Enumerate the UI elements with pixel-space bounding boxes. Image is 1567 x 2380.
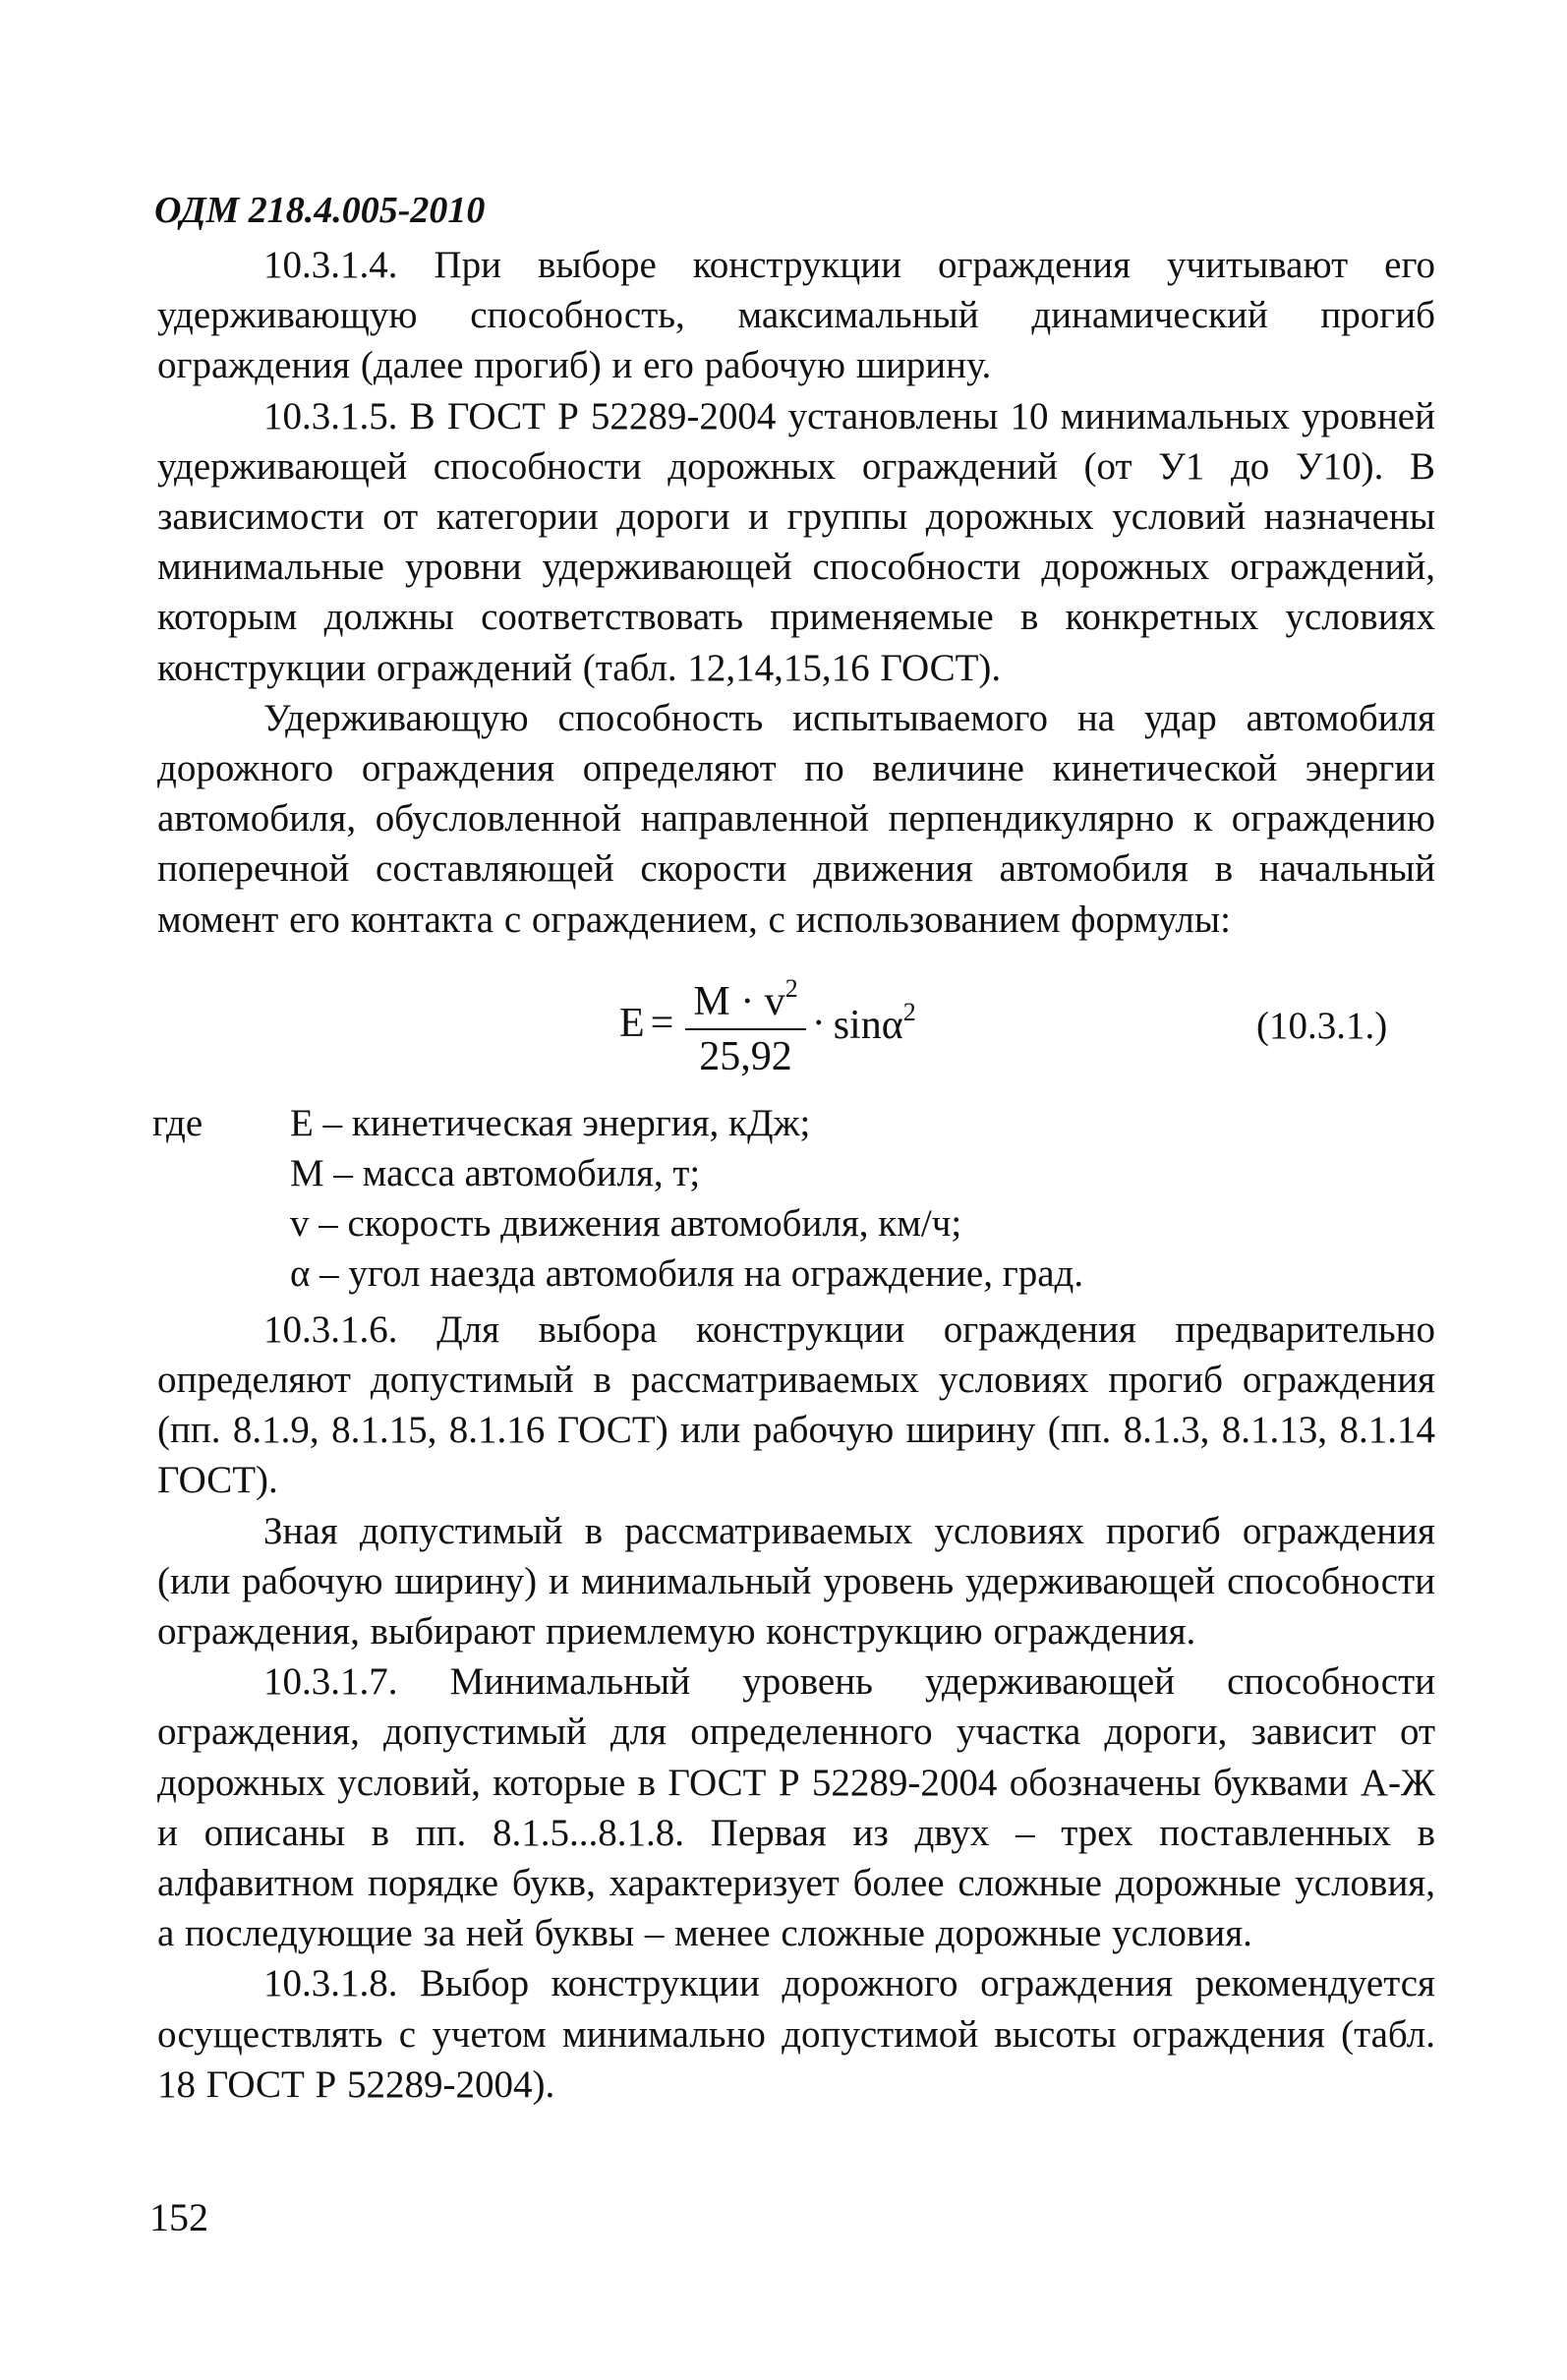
definition-item: M – масса автомобиля, т;	[290, 1151, 701, 1194]
formula-fraction	[685, 964, 805, 1081]
paragraph-10-3-1-5: 10.3.1.5. В ГОСТ Р 52289-2004 установлены 10 минимальных уровней удерживающей способности дорожных ограждений (от У1 до У10). В зависимости от категории дороги и группы дорожных условий назначены минимальные уровни удерживающей способности дорожных ограждений, которым должны соответствовать применяемые в конкретных условиях конструкции ограждений (табл. 12,14,15,16 ГОСТ).	[157, 394, 1435, 689]
page-number: 152	[149, 2195, 208, 2239]
document-code-header: ОДМ 218.4.005-2010	[154, 190, 486, 231]
paragraph-energy-definition: Удерживающую способность испытываемого на удар автомобиля дорожного ограждения определяют по величине кинетической энергии автомобиля, обусловленной направленной перпендикулярно к ограждению поперечной составляющей скорости движения автомобиля в начальный момент его контакта с ограждением, с использованием формулы:	[157, 696, 1435, 941]
trig-exponent: 2	[902, 997, 916, 1026]
definition-item: α – угол наезда автомобиля на ограждение, град.	[290, 1251, 1084, 1295]
where-block	[152, 1098, 1435, 1299]
paragraph-10-3-1-7: 10.3.1.7. Минимальный уровень удерживающей способности ограждения, допустимый для определенного участка дороги, зависит от дорожных условий, которые в ГОСТ Р 52289-2004 обозначены буквами А-Ж и описаны в пп. 8.1.5...8.1.8. Первая из двух – трех поставленных в алфавитном порядке букв, характеризует более сложные дорожные условия, а последующие за ней буквы – менее сложные дорожные условия.	[157, 1660, 1435, 1955]
kinetic-energy-formula	[619, 953, 916, 1094]
definition-item: E – кинетическая энергия, кДж;	[290, 1101, 811, 1144]
formula-trig: sinα$^2$	[833, 997, 916, 1048]
formula-numerator: $M \cdot v^2$	[685, 964, 805, 1030]
paragraph-10-3-1-6: 10.3.1.6. Для выбора конструкции ограждения предварительно определяют допустимый в рассматриваемых условиях прогиб ограждения (пп. 8.1.9, 8.1.15, 8.1.16 ГОСТ) или рабочую ширину (пп. 8.1.3, 8.1.13, 8.1.14 ГОСТ).	[157, 1307, 1435, 1502]
formula-denominator: 25,92	[699, 1034, 792, 1080]
paragraph-10-3-1-8: 10.3.1.8. Выбор конструкции дорожного ограждения рекомендуется осуществлять с учетом минимально допустимой высоты ограждения (табл. 18 ГОСТ Р 52289-2004).	[157, 1962, 1435, 2106]
numerator-exponent: 2	[784, 974, 798, 1004]
formula-equals: =	[650, 1000, 674, 1046]
definition-item: v – скорость движения автомобиля, км/ч;	[290, 1201, 962, 1245]
formula-times: ·	[811, 1000, 826, 1046]
where-label: где	[152, 1101, 203, 1144]
formula-block	[157, 953, 1435, 1094]
variable-definitions	[290, 1098, 1435, 1299]
paragraph-selection-note: Зная допустимый в рассматриваемых условиях прогиб ограждения (или рабочую ширину) и минимальный уровень удерживающей способности ограждения, выбирают приемлемую конструкцию ограждения.	[157, 1509, 1435, 1654]
formula-number: (10.3.1.)	[1256, 1004, 1388, 1047]
document-page	[152, 187, 1435, 2110]
formula-lhs: E	[619, 1000, 645, 1046]
paragraph-10-3-1-4: 10.3.1.4. При выборе конструкции ограждения учитывают его удерживающую способность, максимальный динамический прогиб ограждения (далее прогиб) и его рабочую ширину.	[157, 244, 1435, 387]
